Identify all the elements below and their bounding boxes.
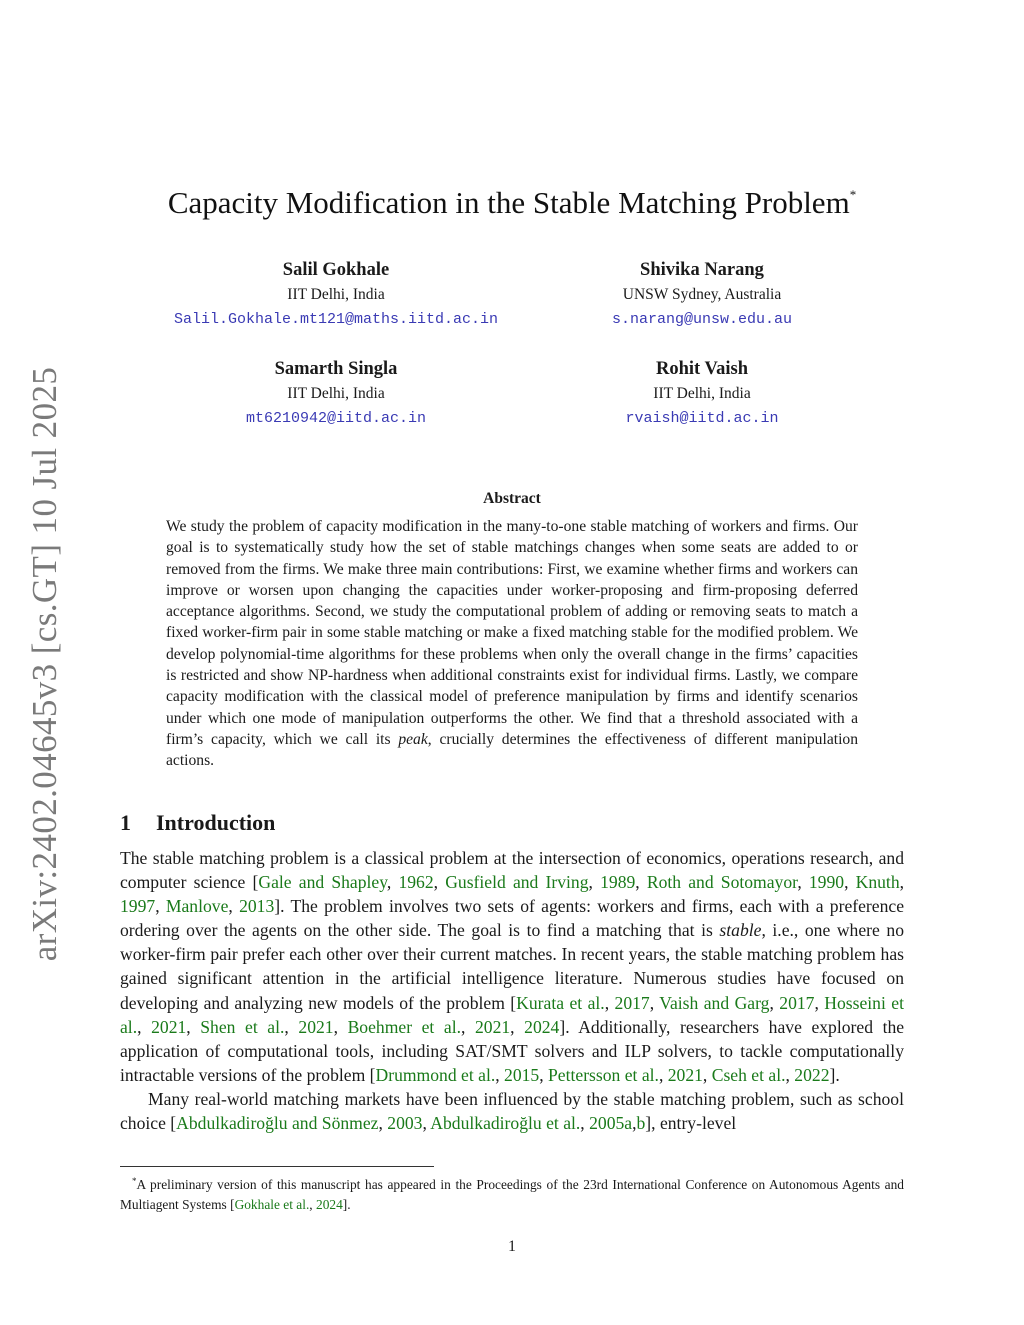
citation-link[interactable]: Abdulkadiroğlu et al. [430,1113,581,1134]
intro-body [120,846,904,1135]
citation-link[interactable]: 2015 [504,1064,540,1085]
citation-link[interactable]: 1989 [600,872,636,893]
citation-sep: , [899,872,905,893]
body-text: ]. [829,1064,840,1085]
citation-link[interactable]: 2024 [524,1016,560,1037]
title-footnote-mark[interactable]: * [849,187,857,202]
citation-link[interactable]: b [636,1113,646,1134]
author-block [492,258,912,333]
citation-link[interactable]: Drummond et al. [375,1064,496,1085]
citation-sep: , [137,1016,152,1037]
citation-link[interactable]: Cseh et al. [711,1064,786,1085]
citation-sep: , [510,1016,525,1037]
citation-sep: , [632,1113,637,1134]
citation-link[interactable]: Shen et al. [200,1016,285,1037]
citation-link[interactable]: Hosseini et al. [120,992,904,1037]
intro-paragraph [120,1087,904,1135]
body-text: Many real-world matching markets have been influenced by the stable matching problem, such as school choice [ [120,1088,904,1134]
citation-sep: , [461,1016,475,1037]
citation-link[interactable]: 1997 [120,896,156,917]
section-number: 1 [120,810,131,835]
citation-link[interactable]: 2003 [387,1113,423,1134]
page-number: 1 [508,1238,516,1255]
citation-sep: , [769,992,780,1013]
body-text: ]. Additionally, researchers have explored the application of computational tools, including SAT/SMT solvers and ILP solvers, to tackle computationally intractable versions of the problem [ [120,1016,905,1085]
section-title: Introduction [156,810,276,835]
author-block [126,258,546,333]
abstract-text: We study the problem of capacity modification in the many-to-one stable matching of workers and firms. Our goal is to systematically study how the set of stable matchings changes when some seats are added to or removed from the firms. We make three main contributions: First, we examine whether firms and workers can improve or worsen upon changing the capacities under worker-proposing and firm-proposing deferred acceptance algorithms. Second, we study the computational problem of adding or removing seats to match a fixed worker-firm pair in some stable matching or make a fixed matching stable for the modified problem. We develop polynomial-time algorithms for these problems when only the overall change in the firms’ capacities is restricted and show NP-hardness when additional constraints exist for individual firms. Lastly, we compare capacity modification with the classical model of preference manipulation by firms and identify scenarios under which one mode of manipulation outperforms the other. We find that a threshold associated with a firm’s capacity, which we call its [166,518,858,748]
author-name: Shivika Narang [640,260,764,280]
citation-link[interactable]: 2022 [794,1064,830,1085]
citation-link[interactable]: 1962 [398,872,434,893]
citation-sep: , [797,872,809,893]
section-heading [120,810,275,836]
author-email-link[interactable]: Salil.Gokhale.mt121@maths.iitd.ac.in [173,311,499,328]
footnote-text: ]. [342,1197,351,1212]
citation-sep: , [580,1113,590,1134]
arxiv-stamp-text: arXiv:2402.04645v3 [cs.GT] 10 Jul 2025 [25,366,64,962]
body-text: The stable matching problem is a classical problem at the intersection of economics, operations research, and computer science [ [120,848,904,893]
citation-sep: , [604,992,615,1013]
citation-link[interactable]: 2021 [474,1016,511,1037]
citation-sep: , [186,1016,201,1037]
body-text: , i.e., one where no worker-firm pair prefer each other over their current matches. In recent years, the stable matching problem has gained significant attention in the artificial intelligence literature. Numerous studies have focused on developing and analyzing new models of the problem [ [120,920,904,1013]
citation-link[interactable]: 2017 [779,992,815,1013]
citation-link[interactable]: Abdulkadiroğlu and Sönmez [176,1113,379,1134]
citation-link[interactable]: Gale and Shapley [258,872,387,893]
author-name: Samarth Singla [274,359,398,379]
abstract-text: , crucially determines the effectiveness of different manipulation actions. [166,730,858,770]
citation-sep: , [588,872,601,893]
citation-sep: , [844,872,856,893]
citation-sep: , [386,872,399,893]
author-block [492,357,912,432]
author-block [126,357,546,432]
citation-sep: , [785,1064,795,1085]
citation-link[interactable]: 2024 [316,1197,343,1212]
author-affiliation: UNSW Sydney, Australia [622,286,782,303]
citation-sep: , [155,896,166,917]
author-email-link[interactable]: rvaish@iitd.ac.in [625,410,779,427]
footnote-rule [120,1166,434,1167]
abstract-emphasis: peak [398,730,428,748]
paper-title-text: Capacity Modification in the Stable Matching Problem [167,185,850,220]
citation-link[interactable]: Pettersson et al. [548,1064,659,1085]
citation-sep: , [702,1064,712,1085]
footnote-mark: * [132,1176,137,1186]
citation-link[interactable]: Manlove [165,896,229,917]
author-email-link[interactable]: mt6210942@iitd.ac.in [245,410,427,427]
author-name: Salil Gokhale [282,260,390,280]
author-email-link[interactable]: s.narang@unsw.edu.au [611,311,793,328]
citation-link[interactable]: Vaish and Garg [659,992,770,1013]
citation-link[interactable]: 2017 [614,992,650,1013]
citation-link[interactable]: 1990 [808,872,845,893]
abstract-body [166,516,858,772]
citation-link[interactable]: 2021 [151,1016,187,1037]
author-name: Rohit Vaish [655,359,749,379]
citation-sep: , [539,1064,549,1085]
citation-link[interactable]: Gokhale et al. [234,1197,310,1212]
citation-sep: , [228,896,240,917]
citation-sep: , [284,1016,299,1037]
citation-sep: , [309,1197,316,1212]
citation-link[interactable]: Roth and Sotomayor [646,872,798,893]
citation-sep: , [433,872,446,893]
intro-paragraph [120,846,904,1087]
abstract-heading: Abstract [483,490,541,507]
citation-sep: , [649,992,660,1013]
author-affiliation: IIT Delhi, India [287,286,385,303]
citation-link[interactable]: Boehmer et al. [347,1016,461,1037]
body-text: ], entry-level [645,1113,737,1134]
citation-sep: , [422,1113,431,1134]
body-text: ]. The problem involves two sets of agents: workers and firms, each with a preference ordering over the agents on the other side. The goal is to find a matching that is [120,896,905,941]
citation-link[interactable]: 2005a [589,1113,633,1134]
citation-link[interactable]: 2021 [298,1016,334,1037]
citation-link[interactable]: 2013 [239,896,275,917]
footnote [120,1171,904,1215]
citation-sep: , [495,1064,505,1085]
author-affiliation: IIT Delhi, India [653,385,751,402]
citation-sep: , [378,1113,388,1134]
emphasis-text: stable [719,920,762,941]
citation-sep: , [814,992,825,1013]
paper-title [0,185,1024,221]
citation-link[interactable]: 2021 [667,1064,703,1085]
citation-sep: , [635,872,647,893]
footnote-text: A preliminary version of this manuscript has appeared in the Proceedings of the 23rd International Conference on Autonomous Agents and Multiagent Systems [ [120,1177,904,1212]
author-affiliation: IIT Delhi, India [287,385,385,402]
citation-sep: , [333,1016,348,1037]
citation-link[interactable]: Kurata et al. [516,992,605,1013]
citation-link[interactable]: Knuth [855,872,900,893]
abstract-paragraph [166,516,858,772]
citation-link[interactable]: Gusfield and Irving [445,872,589,893]
citation-sep: , [658,1064,668,1085]
